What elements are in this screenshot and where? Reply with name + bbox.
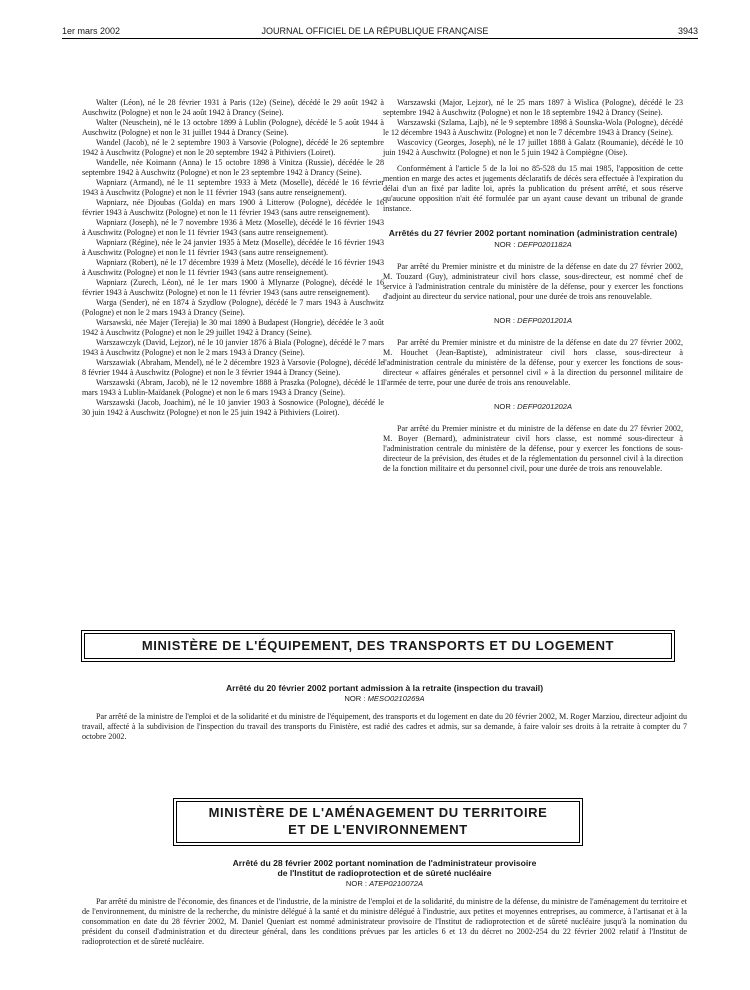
nor-reference [82, 694, 687, 704]
entry: Warszawczyk (David, Lejzor), né le 10 janvier 1876 à Biala (Pologne), décédé le 7 mars 1943 à Auschwitz (Pologne) et non le 2 mars 1943 à Drancy (Seine). [82, 338, 384, 357]
nor-label: NOR : [494, 240, 516, 249]
nor-code: MESO0210269A [367, 694, 425, 703]
entry: Wapniarz, née Djoubas (Golda) en mars 1900 à Litterow (Pologne), décédée le 16 février 1943 à Auschwitz (Pologne) et non le 11 février 1943 (sans autre renseignement). [82, 198, 384, 217]
nor-label: NOR : [493, 316, 516, 325]
header-rule [62, 38, 698, 39]
nor-label: NOR : [493, 402, 516, 411]
ministry-title-line: MINISTÈRE DE L'AMÉNAGEMENT DU TERRITOIRE [208, 805, 548, 820]
entry: Warsawski, née Majer (Terejia) le 30 mai 1890 à Budapest (Hongrie), décédée le 3 août 1942 à Auschwitz (Pologne) et non le 29 juillet 1942 à Drancy (Seine). [82, 318, 384, 337]
ministry-heading-equipement: MINISTÈRE DE L'ÉQUIPEMENT, DES TRANSPORTS ET DU LOGEMENT [84, 633, 672, 659]
decision-text: Par arrêté de la ministre de l'emploi et de la solidarité et du ministre de l'équipement, des transports et du logement en date du 20 février 2002, M. Roger Marziou, directeur adjoint du travail, affecté à la subdivision de l'inspection du travail des transports du Finistère, est radié des cadres et admis, sur sa demande, à faire valoir ses droits à la retraite à compter du 7 octobre 2002. [82, 712, 687, 741]
entry: Wapniarz (Robert), né le 17 décembre 1939 à Metz (Moselle), décédé le 16 février 1943 à Auschwitz (Pologne) et non le 11 février 1943 (sans autre renseignement). [82, 258, 384, 277]
decision-text: Par arrêté du Premier ministre et du ministre de la défense en date du 27 février 2002, M. Touzard (Guy), administrateur civil hors classe, sous-directeur, est nommé chef de service à l'administration centrale du ministère de la défense, pour y exercer les fonctions d'adjoint au directeur du service national, pour une durée de trois ans renouvelable. [383, 262, 683, 301]
entry: Warga (Sender), né en 1874 à Szydlow (Pologne), décédé le 7 mars 1943 à Auschwitz (Pologne) et non le 2 mars 1943 à Drancy (Seine). [82, 298, 384, 317]
entry: Warszawski (Major, Lejzor), né le 25 mars 1897 à Wislica (Pologne), décédé le 23 septembre 1942 à Auschwitz (Pologne) et non le 18 septembre 1942 à Drancy (Seine). [383, 98, 683, 117]
arrete-title-line: de l'Institut de radioprotection et de sûreté nucléaire [277, 868, 492, 878]
ministry-title-line: ET DE L'ENVIRONNEMENT [288, 822, 468, 837]
entry: Wapniarz (Régine), née le 24 janvier 1935 à Metz (Moselle), décédée le 16 février 1943 à Auschwitz (Pologne) et non le 11 février 1943 (sans autre renseignement). [82, 238, 384, 257]
left-column [82, 98, 384, 418]
page-header [0, 0, 750, 40]
section-equipement [82, 683, 687, 742]
arrete-title-line: Arrêté du 28 février 2002 portant nomination de l'administrateur provisoire [232, 858, 537, 868]
entry: Warszawski (Jacob, Joachim), né le 10 janvier 1903 à Sosnowice (Pologne), décédé le 30 juin 1942 à Auschwitz (Pologne) et non le 25 juin 1942 à Pithiviers (Loiret). [82, 398, 384, 417]
nor-code: DEFP0201182A [517, 240, 572, 249]
decision-text: Par arrêté du Premier ministre et du ministre de la défense en date du 27 février 2002, M. Houchet (Jean-Baptiste), administrateur civil hors classe, sous-directeur à l'administration centrale du ministère de la défense, pour y exercer les fonctions de sous-directeur « affaires générales et personnel civil » à la direction du personnel militaire de l'armée de terre, pour une durée de trois ans renouvelable. [383, 338, 683, 387]
entry: Wapniarz (Zurech, Léon), né le 1er mars 1900 à Mlynarze (Pologne), décédé le 16 février 1943 à Auschwitz (Pologne) et non le 11 février 1943 (sans autre renseignement). [82, 278, 384, 297]
nor-label: NOR : [345, 879, 368, 888]
ministry-heading-amenagement [176, 801, 580, 843]
decision-text: Par arrêté du ministre de l'économie, des finances et de l'industrie, de la ministre de l'emploi et de la solidarité, du ministre de la défense, du ministre de l'aménagement du territoire et de l'environnement, du ministre de la recherche, du ministre délégué à la santé et du ministre délégué à l'industrie, aux petites et moyennes entreprises, au commerce, à l'artisanat et à la consommation en date du 28 février 2002, M. Daniel Queniart est nommé administrateur provisoire de l'Institut de radioprotection et de sûreté nucléaire jusqu'à la nomination du président du conseil d'administration et du directeur général, dans les conditions prévues par les articles 6 et 13 du décret no 2002-254 du 22 février 2002 relatif à l'Institut de radioprotection et de sûreté nucléaire. [82, 897, 687, 946]
entry: Wascovicy (Georges, Joseph), né le 17 juillet 1888 à Galatz (Roumanie), décédé le 10 juin 1942 à Auschwitz (Pologne) et non le 5 juin 1942 à Compiègne (Oise). [383, 138, 683, 157]
nor-reference [383, 402, 683, 412]
entry: Warszawski (Abram, Jacob), né le 12 novembre 1888 à Praszka (Pologne), décédé le 11 mars 1943 à Lublin-Maïdanek (Pologne) et non le 6 mars 1943 à Drancy (Seine). [82, 378, 384, 397]
entry: Warszawiak (Abraham, Mendel), né le 2 décembre 1923 à Varsovie (Pologne), décédé le 8 février 1944 à Auschwitz (Pologne) et non le 3 février 1944 à Drancy (Seine). [82, 358, 384, 377]
issue-date: 1er mars 2002 [62, 26, 121, 36]
nor-code: DEFP0201202A [517, 402, 573, 411]
entry: Wandelle, née Koimann (Anna) le 15 octobre 1898 à Vinitza (Russie), décédée le 28 septembre 1942 à Auschwitz (Pologne) et non le 23 septembre 1942 à Drancy (Seine). [82, 158, 384, 177]
nor-code: DEFP0201201A [517, 316, 573, 325]
arretes-title: Arrêtés du 27 février 2002 portant nomination (administration centrale) [388, 228, 678, 238]
nor-code: ATEP0210072A [369, 879, 424, 888]
page-number: 3943 [677, 26, 698, 36]
right-column [383, 98, 683, 474]
entry: Wandel (Jacob), né le 2 septembre 1903 à Varsovie (Pologne), décédé le 26 septembre 1942 à Auschwitz (Pologne) et non le 20 septembre 1942 à Pithiviers (Loiret). [82, 138, 384, 157]
entry: Walter (Neuschein), né le 13 octobre 1899 à Lublin (Pologne), décédé le 5 août 1944 à Auschwitz (Pologne) et non le 31 juillet 1944 à Drancy (Seine). [82, 118, 384, 137]
journal-title: JOURNAL OFFICIEL DE LA RÉPUBLIQUE FRANÇAISE [261, 26, 489, 36]
nor-reference [383, 240, 683, 250]
entry: Wapniarz (Armand), né le 11 septembre 1933 à Metz (Moselle), décédé le 16 février 1943 à Auschwitz (Pologne) et non le 11 février 1943 (sans autre renseignement). [82, 178, 384, 197]
nor-reference [82, 879, 687, 889]
entry: Walter (Léon), né le 28 février 1931 à Paris (12e) (Seine), décédé le 29 août 1942 à Auschwitz (Pologne) et non le 24 août 1942 à Drancy (Seine). [82, 98, 384, 117]
entry: Wapniarz (Joseph), né le 7 novembre 1936 à Metz (Moselle), décédé le 16 février 1943 à Auschwitz (Pologne) et non le 11 février 1943 (sans autre renseignement). [82, 218, 384, 237]
decision-text: Par arrêté du Premier ministre et du ministre de la défense en date du 27 février 2002, M. Boyer (Bernard), administrateur civil hors classe, est nommé sous-directeur à l'administration centrale du ministère de la défense, pour y exercer les fonctions de sous-directeur de la prévision, des études et de la réglementation du personnel civil à la direction de la fonction militaire et du personnel civil, pour une durée de trois ans renouvelable. [383, 424, 683, 473]
closing-paragraph: Conformément à l'article 5 de la loi no 85-528 du 15 mai 1985, l'apposition de cette mention en marge des actes et jugements déclaratifs de décès sera effectuée à l'expiration du délai d'un an fixé par ladite loi, après la publication du présent arrêté, et sous réserve qu'aucune opposition n'ait été formulée par un ayant cause devant un tribunal de grande instance. [383, 164, 683, 213]
arrete-title [82, 858, 687, 878]
nor-reference [383, 316, 683, 326]
entry: Warszawski (Szlama, Lajb), né le 9 septembre 1898 à Sounska-Wola (Pologne), décédé le 12 décembre 1943 à Auschwitz (Pologne) et non le 7 décembre 1943 à Drancy (Seine). [383, 118, 683, 137]
arrete-title: Arrêté du 20 février 2002 portant admission à la retraite (inspection du travail) [225, 683, 544, 693]
section-amenagement [82, 858, 687, 947]
nor-label: NOR : [344, 694, 366, 703]
